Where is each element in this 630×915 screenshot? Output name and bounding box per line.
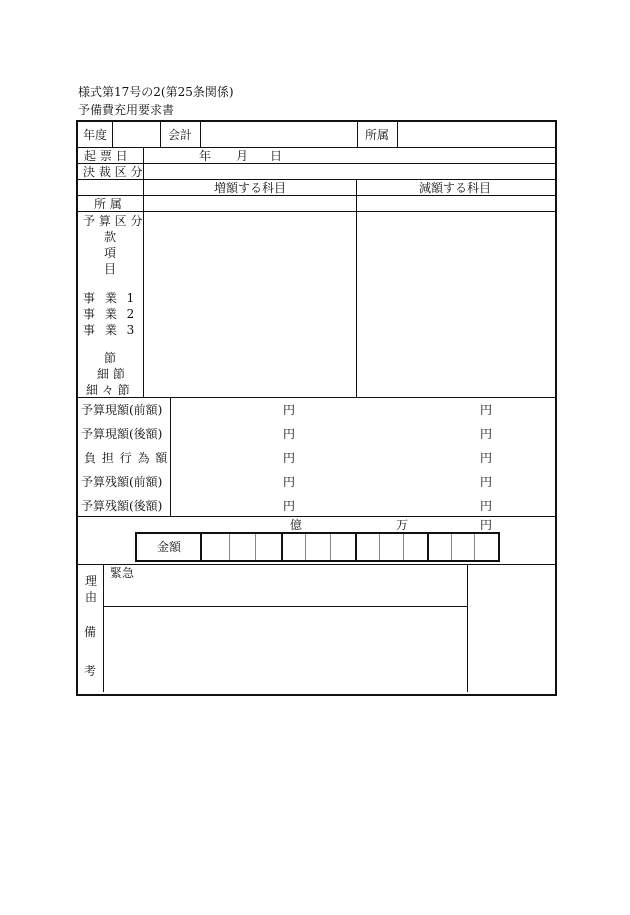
amount-row-label: 予算現額(前額): [81, 403, 163, 417]
amount-row-label: 予算残額(後額): [81, 499, 163, 513]
reason-value[interactable]: 緊急: [110, 566, 135, 580]
account-field[interactable]: [201, 122, 356, 146]
increase-column-header: 増額する科目: [213, 181, 287, 195]
form-number: 様式第17号の2(第25条関係): [78, 85, 234, 99]
decrease-yen-unit: 円: [480, 403, 493, 417]
moku-label: 目: [104, 262, 117, 276]
draft-date-label: 起 票 日: [84, 149, 128, 163]
account-label: 会計: [168, 128, 193, 142]
increase-dept-field[interactable]: [144, 196, 355, 210]
increase-yen-unit: 円: [283, 427, 296, 441]
draft-month-unit: 月: [236, 149, 249, 163]
saisaisetsu-label: 細 々 節: [86, 383, 130, 397]
draft-date-field[interactable]: [144, 148, 553, 162]
form-title: 予備費充用要求書: [78, 103, 175, 117]
dept-label: 所属: [365, 128, 390, 142]
increase-yen-unit: 円: [283, 499, 296, 513]
dept-row-label: 所 属: [94, 197, 122, 211]
remarks-field[interactable]: [104, 607, 466, 691]
year-label: 年度: [83, 128, 108, 142]
increase-yen-unit: 円: [283, 475, 296, 489]
reason-label: 理 由: [84, 574, 97, 604]
saisetsu-label: 細 節: [97, 367, 125, 381]
amount-label: 金額: [157, 540, 182, 554]
decrease-budget-class-field[interactable]: [357, 212, 553, 396]
year-field[interactable]: [113, 122, 159, 146]
increase-budget-class-field[interactable]: [144, 212, 355, 396]
jigyou1-label: 事 業 1: [83, 291, 138, 305]
amount-row-label: 予算残額(前額): [81, 475, 163, 489]
budget-class-label: 予 算 区 分: [83, 214, 143, 228]
remarks-label-2: 考: [84, 664, 97, 678]
increase-yen-unit: 円: [283, 451, 296, 465]
decrease-yen-unit: 円: [480, 451, 493, 465]
decrease-dept-field[interactable]: [357, 196, 553, 210]
jigyou2-label: 事 業 2: [83, 307, 138, 321]
decrease-column-header: 減額する科目: [418, 181, 492, 195]
amount-row-label: 負 担 行 為 額: [84, 451, 169, 465]
man-unit: 万: [396, 518, 409, 532]
setsu-label: 節: [104, 351, 117, 365]
amount-row-label: 予算現額(後額): [81, 427, 163, 441]
kan-label: 款: [104, 230, 117, 244]
jigyou3-label: 事 業 3: [83, 323, 138, 337]
total-en-unit: 円: [480, 518, 493, 532]
decision-field[interactable]: [144, 164, 553, 178]
draft-year-unit: 年: [199, 149, 212, 163]
dept-field[interactable]: [398, 122, 553, 146]
oku-unit: 億: [290, 518, 303, 532]
decrease-yen-unit: 円: [480, 499, 493, 513]
decrease-yen-unit: 円: [480, 475, 493, 489]
decrease-yen-unit: 円: [480, 427, 493, 441]
remarks-label-1: 備: [84, 625, 97, 639]
decision-label: 決 裁 区 分: [83, 165, 143, 179]
kou-label: 項: [104, 246, 117, 260]
draft-day-unit: 日: [270, 149, 283, 163]
increase-yen-unit: 円: [283, 403, 296, 417]
approval-stamp-box[interactable]: [468, 565, 553, 691]
amount-digits-field[interactable]: [203, 534, 494, 558]
